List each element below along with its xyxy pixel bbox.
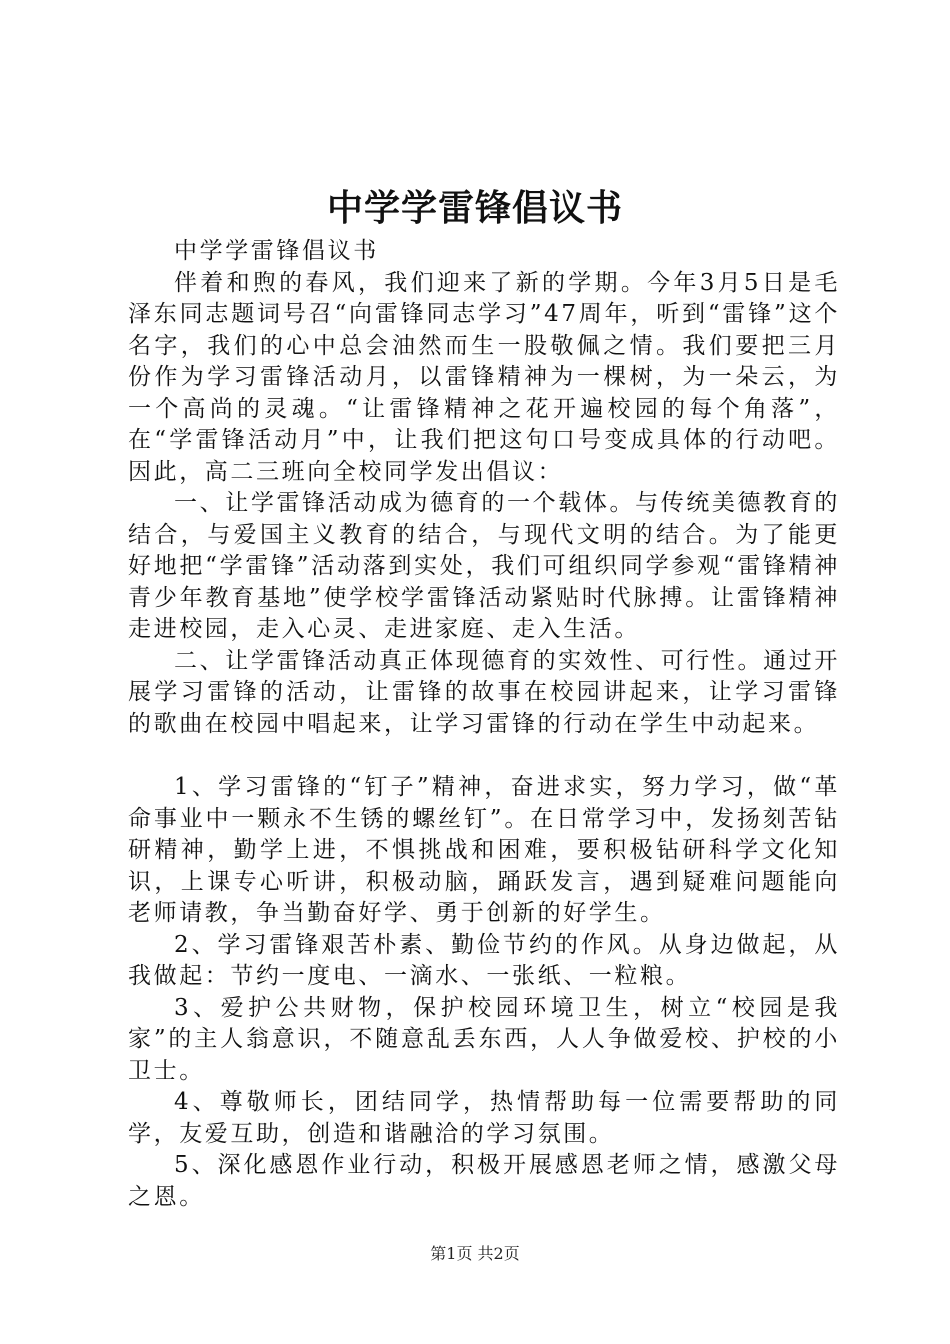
page-number-footer: 第1页 共2页 [430,1244,520,1263]
paragraph-item-3: 3、爱护公共财物，保护校园环境卫生，树立“校园是我家”的主人翁意识，不随意乱丢东西，人人争做爱校、护校的小卫士。 [128,994,840,1084]
paragraph-point-one: 一、让学雷锋活动成为德育的一个载体。与传统美德教育的结合，与爱国主义教育的结合，与现代文明的结合。为了能更好地把“学雷锋”活动落到实处，我们可组织同学参观“雷锋精神青少年教育基地”使学校学雷锋活动紧贴时代脉搏。让雷锋精神走进校园，走入心灵、走进家庭、走入生活。 [128,490,840,642]
paragraph-subtitle: 中学学雷锋倡议书 [174,238,379,264]
paragraph-item-5: 5、深化感恩作业行动，积极开展感恩老师之情，感激父母之恩。 [128,1152,840,1210]
document-title: 中学学雷锋倡议书 [326,187,623,229]
paragraph-item-2: 2、学习雷锋艰苦朴素、勤俭节约的作风。从身边做起，从我做起：节约一度电、一滴水、一张纸、一粒粮。 [128,931,840,989]
document-body [128,236,840,1213]
paragraph-item-1: 1、学习雷锋的“钉子”精神，奋进求实，努力学习，做“革命事业中一颗永不生锈的螺丝钉”。在日常学习中，发扬刻苦钻研精神，勤学上进，不惧挑战和困难，要积极钻研科学文化知识，上课专心听讲，积极动脑，踊跃发言，遇到疑难问题能向老师请教，争当勤奋好学、勇于创新的好学生。 [128,774,840,926]
paragraph-item-4: 4、尊敬师长，团结同学，热情帮助每一位需要帮助的同学，友爱互助，创造和谐融洽的学习氛围。 [128,1089,840,1147]
paragraph-intro: 伴着和煦的春风，我们迎来了新的学期。今年3月5日是毛泽东同志题词号召“向雷锋同志学习”47周年，听到“雷锋”这个名字，我们的心中总会油然而生一股敬佩之情。我们要把三月份作为学习雷锋活动月，以雷锋精神为一棵树，为一朵云，为一个高尚的灵魂。“让雷锋精神之花开遍校园的每个角落”，在“学雷锋活动月”中，让我们把这句口号变成具体的行动吧。因此，高二三班向全校同学发出倡议： [128,269,840,485]
paragraph-point-two: 二、让学雷锋活动真正体现德育的实效性、可行性。通过开展学习雷锋的活动，让雷锋的故事在校园讲起来，让学习雷锋的歌曲在校园中唱起来，让学习雷锋的行动在学生中动起来。 [128,647,840,737]
